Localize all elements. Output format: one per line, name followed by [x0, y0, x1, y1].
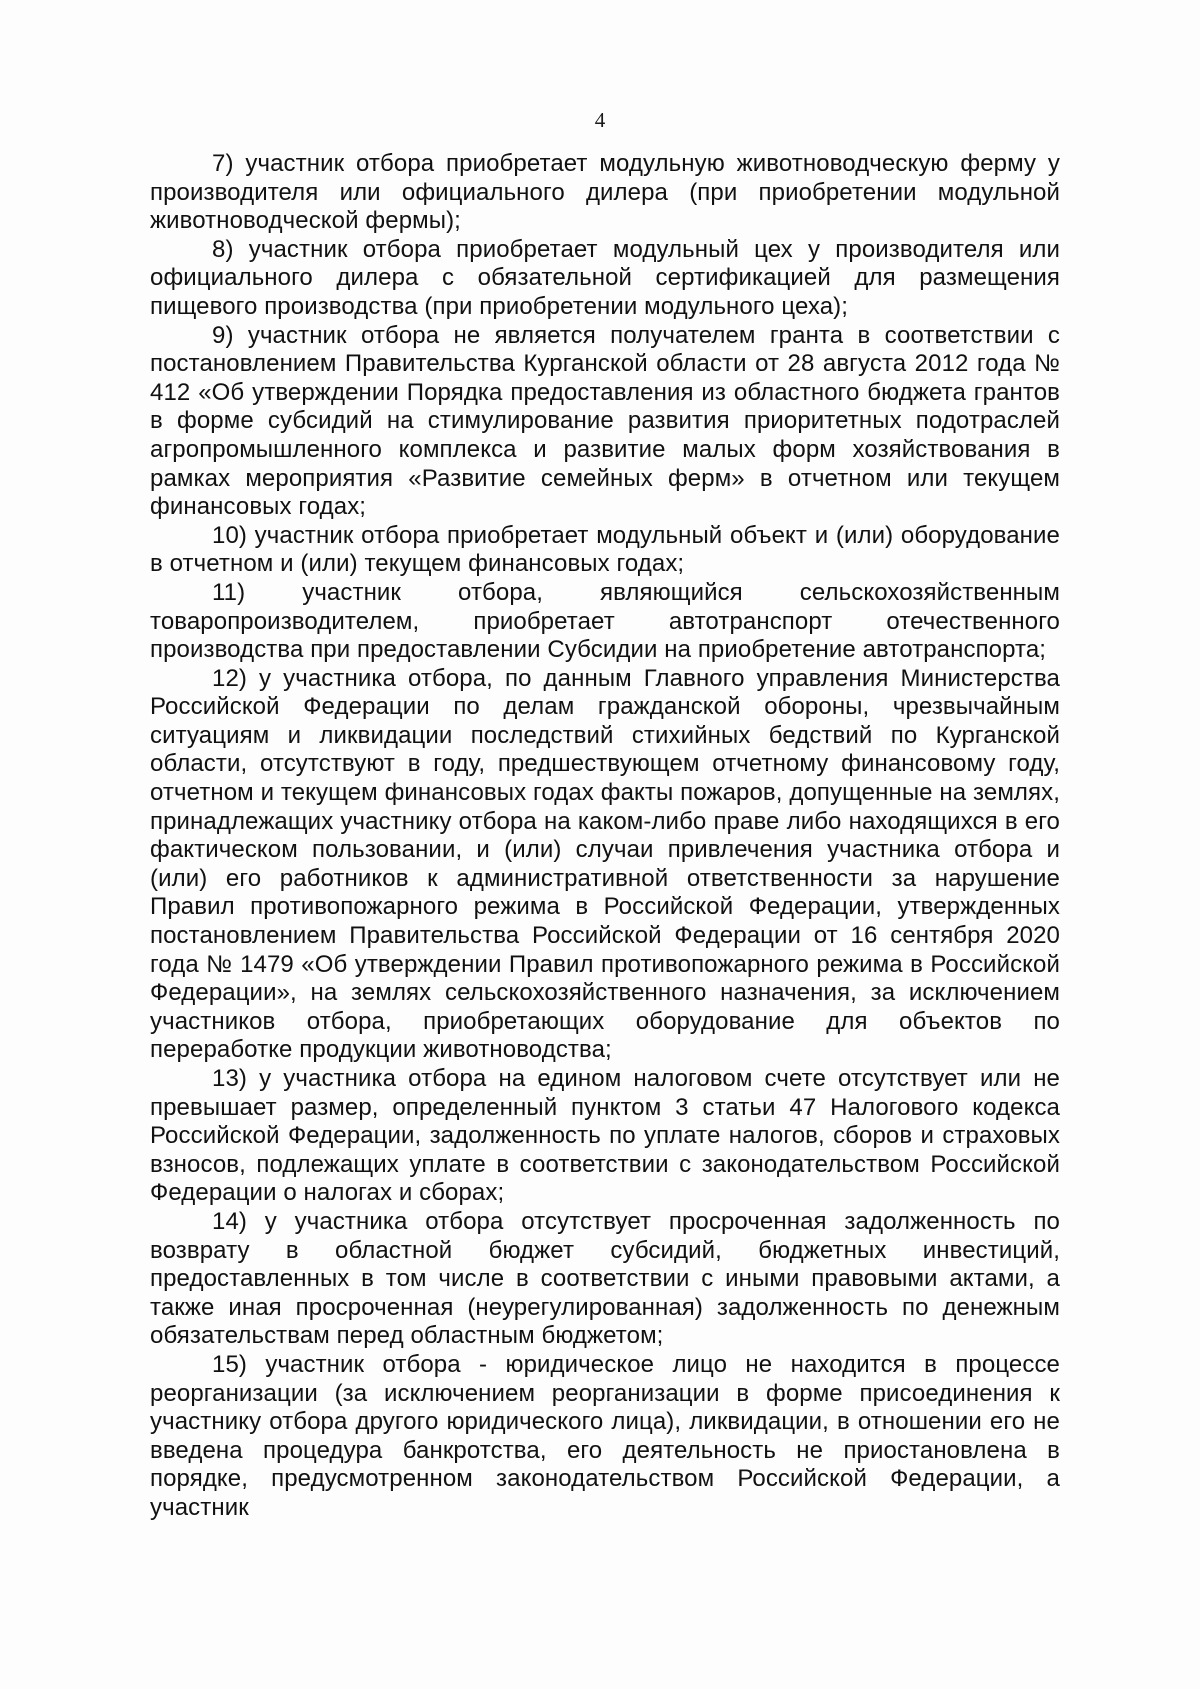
- page-number: 4: [594, 108, 606, 132]
- paragraph-item-12: 12) у участника отбора, по данным Главного управления Министерства Российской Федерации по делам гражданской обороны, чрезвычайным ситуациям и ликвидации последствий стихийных бедствий по Курганской области, отсутствуют в году, предшествующем отчетному финансовому году, отчетном и текущем финансовых годах факты пожаров, допущенные на землях, принадлежащих участнику отбора на каком-либо праве либо находящихся в его фактическом пользовании, и (или) случаи привлечения участника отбора и (или) его работников к административной ответственности за нарушение Правил противопожарного режима в Российской Федерации, утвержденных постановлением Правительства Российской Федерации от 16 сентября 2020 года № 1479 «Об утверждении Правил противопожарного режима в Российской Федерации», на землях сельскохозяйственного назначения, за исключением участников отбора, приобретающих оборудование для объектов по переработке продукции животноводства;: [150, 664, 1060, 1064]
- document-body: [150, 150, 1060, 1523]
- paragraph-item-14: 14) у участника отбора отсутствует просроченная задолженность по возврату в областной бюджет субсидий, бюджетных инвестиций, предоставленных в том числе в соответствии с иными правовыми актами, а также иная просроченная (неурегулированная) задолженность по денежным обязательствам перед областным бюджетом;: [150, 1207, 1060, 1350]
- paragraph-item-15: 15) участник отбора - юридическое лицо не находится в процессе реорганизации (за исключением реорганизации в форме присоединения к участнику отбора другого юридического лица), ликвидации, в отношении его не введена процедура банкротства, его деятельность не приостановлена в порядке, предусмотренном законодательством Российской Федерации, а участник: [150, 1350, 1060, 1521]
- paragraph-item-11: 11) участник отбора, являющийся сельскохозяйственным товаропроизводителем, приобретает автотранспорт отечественного производства при предоставлении Субсидии на приобретение автотранспорта;: [150, 578, 1060, 664]
- paragraph-item-10: 10) участник отбора приобретает модульный объект и (или) оборудование в отчетном и (или) текущем финансовых годах;: [150, 521, 1060, 578]
- paragraph-item-7: 7) участник отбора приобретает модульную животноводческую ферму у производителя или официального дилера (при приобретении модульной животноводческой фермы);: [150, 150, 1060, 235]
- paragraph-item-8: 8) участник отбора приобретает модульный цех у производителя или официального дилера с обязательной сертификацией для размещения пищевого производства (при приобретении модульного цеха);: [150, 235, 1060, 320]
- paragraph-item-9: 9) участник отбора не является получателем гранта в соответствии с постановлением Правительства Курганской области от 28 августа 2012 года № 412 «Об утверждении Порядка предоставления из областного бюджета грантов в форме субсидий на стимулирование развития приоритетных подотраслей агропромышленного комплекса и развитие малых форм хозяйствования в рамках мероприятия «Развитие семейных ферм» в отчетном или текущем финансовых годах;: [150, 321, 1060, 521]
- paragraph-item-13: 13) у участника отбора на едином налоговом счете отсутствует или не превышает размер, определенный пунктом 3 статьи 47 Налогового кодекса Российской Федерации, задолженность по уплате налогов, сборов и страховых взносов, подлежащих уплате в соответствии с законодательством Российской Федерации о налогах и сборах;: [150, 1065, 1060, 1207]
